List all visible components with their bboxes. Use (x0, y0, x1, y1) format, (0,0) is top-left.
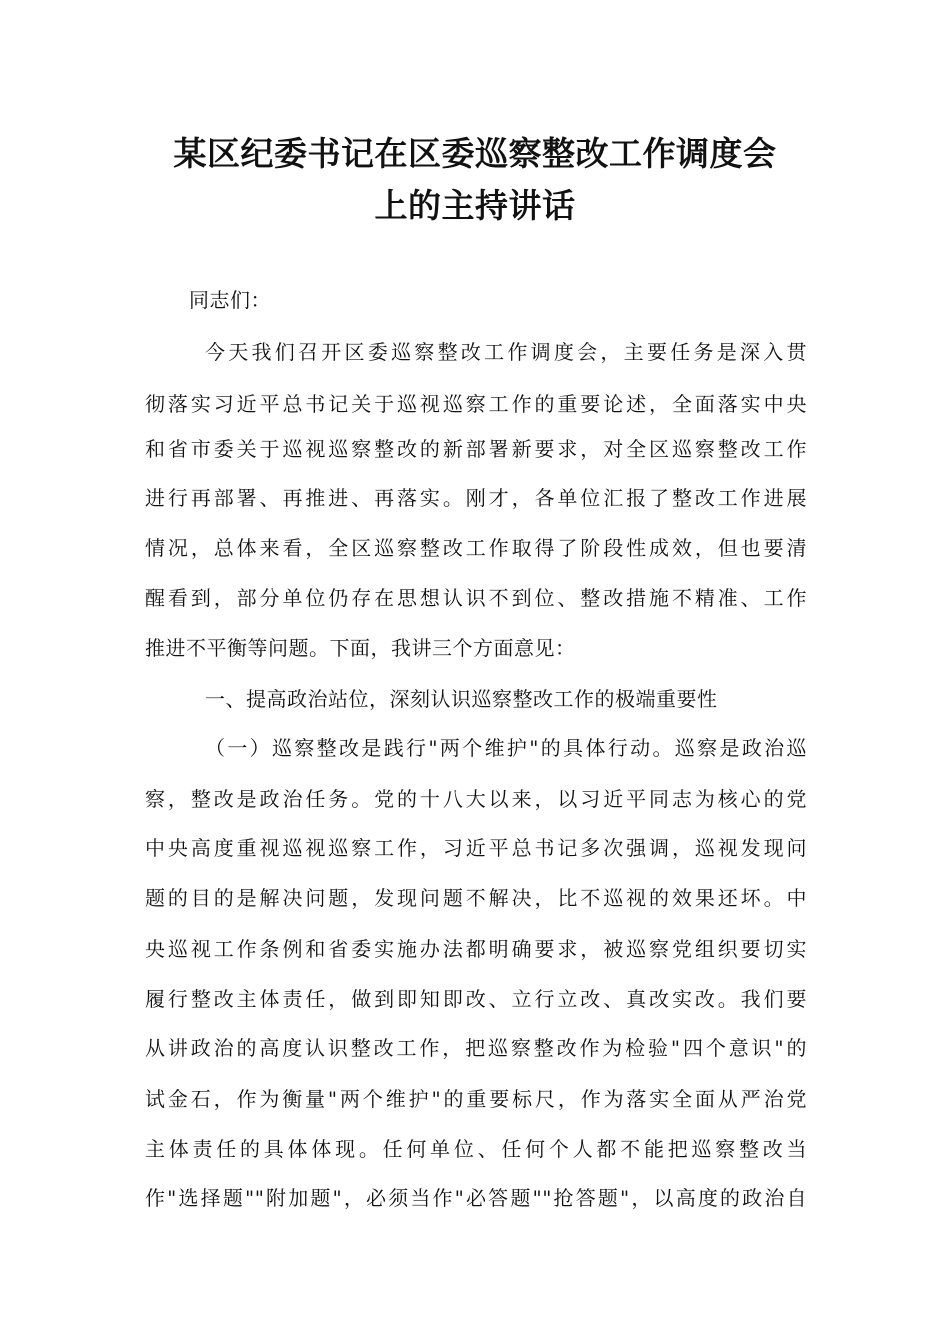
paragraph-1-line: 情况，总体来看，全区巡察整改工作取得了阶段性成效，但也要清 (145, 536, 807, 560)
paragraph-2-line: 试金石，作为衡量"两个维护"的重要标尺，作为落实全面从严治党 (145, 1087, 807, 1111)
paragraph-1-line: 进行再部署、再推进、再落实。刚才，各单位汇报了整改工作进展 (145, 486, 807, 510)
greeting: 同志们： (189, 288, 271, 312)
paragraph-2-line: 从讲政治的高度认识整改工作，把巡察整改作为检验"四个意识"的 (145, 1036, 807, 1060)
paragraph-2-line: 作"选择题""附加题"，必须当作"必答题""抢答题"，以高度的政治自 (145, 1186, 807, 1210)
paragraph-2-line: 察，整改是政治任务。党的十八大以来，以习近平同志为核心的党 (145, 787, 807, 811)
section-heading-1: 一、提高政治站位，深刻认识巡察整改工作的极端重要性 (205, 687, 718, 711)
document-title-line-1: 某区纪委书记在区委巡察整改工作调度会 (173, 134, 777, 173)
paragraph-1-line: 推进不平衡等问题。下面，我讲三个方面意见： (145, 636, 576, 660)
paragraph-2-line: 履行整改主体责任，做到即知即改、立行立改、真改实改。我们要 (145, 987, 807, 1011)
paragraph-1-line: 彻落实习近平总书记关于巡视巡察工作的重要论述，全面落实中央 (145, 392, 807, 416)
paragraph-2-line: 央巡视工作条例和省委实施办法都明确要求，被巡察党组织要切实 (145, 937, 807, 961)
paragraph-1-line: 今天我们召开区委巡察整改工作调度会，主要任务是深入贯 (205, 340, 807, 364)
paragraph-2-line: 中央高度重视巡视巡察工作，习近平总书记多次强调，巡视发现问 (145, 836, 807, 860)
document-title-line-2: 上的主持讲话 (374, 186, 576, 225)
paragraph-2-line: 题的目的是解决问题，发现问题不解决，比不巡视的效果还坏。中 (145, 886, 807, 910)
paragraph-2-line: 主体责任的具体体现。任何单位、任何个人都不能把巡察整改当 (145, 1137, 807, 1161)
paragraph-2-line: （一）巡察整改是践行"两个维护"的具体行动。巡察是政治巡 (205, 736, 807, 760)
paragraph-1-line: 和省市委关于巡视巡察整改的新部署新要求，对全区巡察整改工作 (145, 437, 807, 461)
paragraph-1-line: 醒看到，部分单位仍存在思想认识不到位、整改措施不精准、工作 (145, 586, 807, 610)
